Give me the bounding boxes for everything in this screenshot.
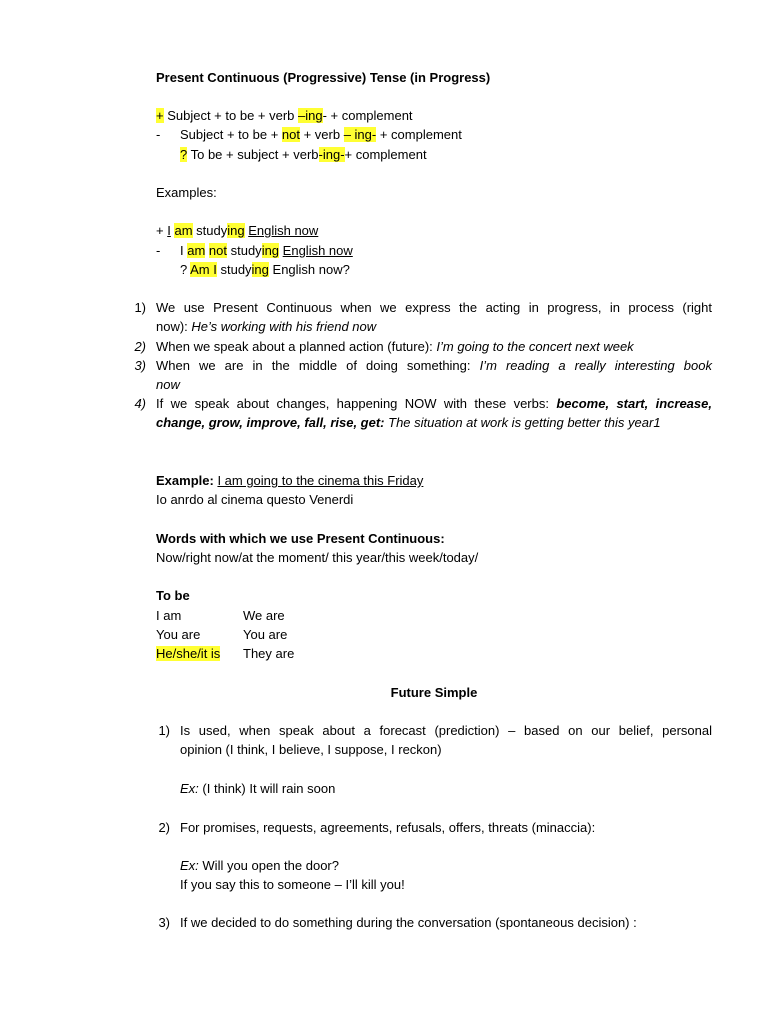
verb-stem: study bbox=[192, 223, 228, 238]
list-number: 2) bbox=[158, 820, 170, 835]
example-text: I’m going to the concert next week bbox=[436, 339, 634, 354]
text: If we speak about changes, happening NOW with these verbs: bbox=[156, 396, 557, 411]
formula-text: Subject + to be + bbox=[180, 127, 282, 142]
list-number: 3) bbox=[134, 358, 146, 373]
list-number: 3) bbox=[158, 915, 170, 930]
example-text: Will you open the door? bbox=[198, 858, 339, 873]
not-highlight: not bbox=[208, 243, 227, 258]
minus-sign: - bbox=[156, 127, 161, 142]
example-label: Example: bbox=[156, 473, 214, 488]
formula-text: + complement bbox=[344, 147, 427, 162]
example-text: I’m reading a really interesting book bbox=[479, 358, 712, 373]
to-be-left: I am bbox=[156, 608, 182, 623]
am-highlight: am bbox=[174, 223, 193, 238]
use-4-line-2 bbox=[156, 415, 661, 431]
example-text: The situation at work is getting better this year1 bbox=[384, 415, 661, 430]
list-number: 1) bbox=[158, 723, 170, 738]
text: When we are in the middle of doing something: bbox=[156, 358, 480, 373]
formula-affirmative bbox=[156, 108, 413, 124]
list-number: 1) bbox=[134, 300, 146, 315]
ing-highlight: ing bbox=[227, 223, 245, 238]
use-1-line-2 bbox=[156, 319, 376, 335]
future-3-text: If we decided to do something during the conversation (spontaneous decision) : bbox=[180, 915, 637, 930]
future-2-example bbox=[180, 858, 339, 874]
examples-label: Examples: bbox=[156, 185, 217, 200]
future-2-example-2: If you say this to someone – I’ll kill you! bbox=[180, 877, 405, 892]
use-3-line-1 bbox=[156, 358, 712, 374]
am-i-highlight: Am I bbox=[190, 262, 217, 277]
words-heading: Words with which we use Present Continuous: bbox=[156, 531, 445, 546]
future-heading: Future Simple bbox=[390, 685, 478, 700]
future-1-example bbox=[180, 781, 335, 797]
example-affirmative bbox=[156, 223, 318, 239]
page-title: Present Continuous (Progressive) Tense (in Progress) bbox=[156, 70, 491, 85]
example-question bbox=[180, 262, 350, 278]
example-text: (I think) It will rain soon bbox=[198, 781, 336, 796]
cinema-italian: Io anrdo al cinema questo Venerdi bbox=[156, 492, 354, 507]
use-3-line-2: now bbox=[156, 377, 180, 392]
use-4-line-1 bbox=[156, 396, 712, 412]
to-be-heading: To be bbox=[156, 588, 190, 603]
to-be-right: You are bbox=[243, 627, 288, 642]
verbs-list: become, start, increase, bbox=[556, 396, 712, 411]
example-text: He’s working with his friend now bbox=[191, 319, 377, 334]
verb-stem: study bbox=[227, 243, 262, 258]
object-text: English now? bbox=[268, 262, 350, 277]
object-text: English now bbox=[282, 243, 353, 258]
formula-text: Subject + to be + verb bbox=[163, 108, 299, 123]
verbs-list: change, grow, improve, fall, rise, get: bbox=[156, 415, 385, 430]
ing-highlight: ing bbox=[261, 243, 280, 258]
ex-label: Ex: bbox=[180, 858, 199, 873]
he-she-it-highlight: He/she/it is bbox=[156, 646, 221, 661]
to-be-right: We are bbox=[243, 608, 285, 623]
to-be-left: You are bbox=[156, 627, 201, 642]
to-be-left bbox=[156, 646, 220, 662]
text: When we speak about a planned action (future): bbox=[156, 339, 437, 354]
am-highlight: am bbox=[187, 243, 206, 258]
example-negative bbox=[180, 243, 353, 259]
formula-text: - + complement bbox=[322, 108, 413, 123]
ing-highlight: –ing bbox=[298, 108, 323, 123]
plus-sign: + bbox=[156, 108, 164, 123]
words-list: Now/right now/at the moment/ this year/this week/today/ bbox=[156, 550, 479, 565]
object-text: English now bbox=[248, 223, 319, 238]
text: now): bbox=[156, 319, 192, 334]
question-sign: ? bbox=[180, 147, 188, 162]
use-1-line-1: We use Present Continuous when we express the acting in progress, in process (right bbox=[156, 300, 712, 315]
list-number: 4) bbox=[134, 396, 146, 411]
use-2 bbox=[156, 339, 634, 355]
ing-highlight: ing bbox=[251, 262, 269, 277]
formula-question bbox=[180, 147, 427, 163]
future-2-text: For promises, requests, agreements, refusals, offers, threats (minaccia): bbox=[180, 820, 596, 835]
pronoun: I bbox=[180, 243, 188, 258]
future-1-line-1: Is used, when speak about a forecast (prediction) – based on our belief, personal bbox=[180, 723, 712, 738]
formula-negative bbox=[180, 127, 462, 143]
ing-highlight: -ing- bbox=[318, 147, 345, 162]
ing-highlight: – ing- bbox=[343, 127, 377, 142]
example-english: I am going to the cinema this Friday bbox=[217, 473, 424, 488]
verb-stem: study bbox=[216, 262, 252, 277]
minus-sign: - bbox=[156, 243, 161, 258]
list-number: 2) bbox=[134, 339, 146, 354]
future-1-line-2: opinion (I think, I believe, I suppose, I reckon) bbox=[180, 742, 442, 757]
sign: + bbox=[156, 223, 168, 238]
pronoun: I bbox=[167, 223, 171, 238]
ex-label: Ex: bbox=[180, 781, 199, 796]
formula-text: + complement bbox=[376, 127, 462, 142]
question-sign: ? bbox=[180, 262, 191, 277]
not-highlight: not bbox=[281, 127, 300, 142]
cinema-example bbox=[156, 473, 423, 489]
to-be-right: They are bbox=[243, 646, 295, 661]
formula-text: To be + subject + verb bbox=[187, 147, 319, 162]
formula-text: + verb bbox=[299, 127, 344, 142]
